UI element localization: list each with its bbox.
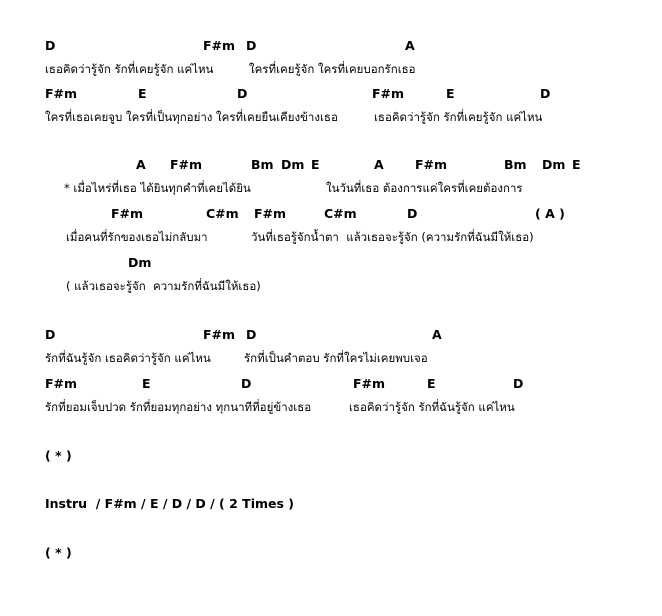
chord: F#m (372, 86, 405, 101)
chord: F#m (111, 206, 144, 221)
chord: F#m (415, 157, 448, 172)
chord: F#m (203, 38, 236, 53)
lyric-line: เมื่อคนที่รักของเธอไม่กลับมา (66, 230, 208, 244)
chorus-repeat-mark: ( * ) (45, 448, 72, 463)
lyric-line: เธอคิดว่ารู้จัก รักที่เคยรู้จัก แค่ไหน (45, 62, 214, 76)
chord: A (405, 38, 415, 53)
chord: D (45, 327, 56, 342)
lyric-line: ใครที่เคยรู้จัก ใครที่เคยบอกรักเธอ (249, 62, 416, 76)
chord: F#m (45, 86, 78, 101)
chord: C#m (206, 206, 239, 221)
chord: E (572, 157, 581, 172)
chord: D (407, 206, 418, 221)
chord: A (374, 157, 384, 172)
chord: D (513, 376, 524, 391)
chord: F#m (254, 206, 287, 221)
chord: ( A ) (535, 206, 565, 221)
chord: E (427, 376, 436, 391)
chord: D (241, 376, 252, 391)
lyric-line: เธอคิดว่ารู้จัก รักที่ฉันรู้จัก แค่ไหน (349, 400, 515, 414)
chord: Bm (251, 157, 274, 172)
chord: E (142, 376, 151, 391)
chord: A (432, 327, 442, 342)
lyric-line: ในวันที่เธอ ต้องการแค่ใครที่เคยต้องการ (326, 181, 523, 195)
lyric-line: เธอคิดว่ารู้จัก รักที่เคยรู้จัก แค่ไหน (374, 110, 543, 124)
lyric-line: * เมื่อไหร่ที่เธอ ได้ยินทุกคำที่เคยได้ยิน (64, 181, 251, 195)
lyric-line: รักที่ยอมเจ็บปวด รักที่ยอมทุกอย่าง ทุกนาทีที่อยู่ข้างเธอ (45, 400, 312, 414)
lyric-line: ใครที่เธอเคยจูบ ใครที่เป็นทุกอย่าง ใครที่เคยยืนเคียงข้างเธอ (45, 110, 338, 124)
chord: D (540, 86, 551, 101)
chord: D (45, 38, 56, 53)
chord: E (311, 157, 320, 172)
chord: D (237, 86, 248, 101)
lyric-line: วันที่เธอรู้จักน้ำตา แล้วเธอจะรู้จัก (ความรักที่ฉันมีให้เธอ) (251, 230, 534, 244)
chord: Dm (542, 157, 566, 172)
chord: E (446, 86, 455, 101)
chord: Dm (281, 157, 305, 172)
chord: A (136, 157, 146, 172)
chorus-repeat-mark: ( * ) (45, 545, 72, 560)
chord: Bm (504, 157, 527, 172)
lyric-line: รักที่ฉันรู้จัก เธอคิดว่ารู้จัก แค่ไหน (45, 351, 211, 365)
instrumental-line: Instru / F#m / E / D / D / ( 2 Times ) (45, 496, 294, 511)
lyric-line: ( แล้วเธอจะรู้จัก ความรักที่ฉันมีให้เธอ) (66, 279, 261, 293)
chord: F#m (203, 327, 236, 342)
chord: C#m (324, 206, 357, 221)
chord: F#m (45, 376, 78, 391)
chord: Dm (128, 255, 152, 270)
chord: D (246, 38, 257, 53)
chord: F#m (353, 376, 386, 391)
chord: E (138, 86, 147, 101)
lyric-line: รักที่เป็นคำตอบ รักที่ใครไม่เคยพบเจอ (244, 351, 428, 365)
chord: F#m (170, 157, 203, 172)
chord: D (246, 327, 257, 342)
